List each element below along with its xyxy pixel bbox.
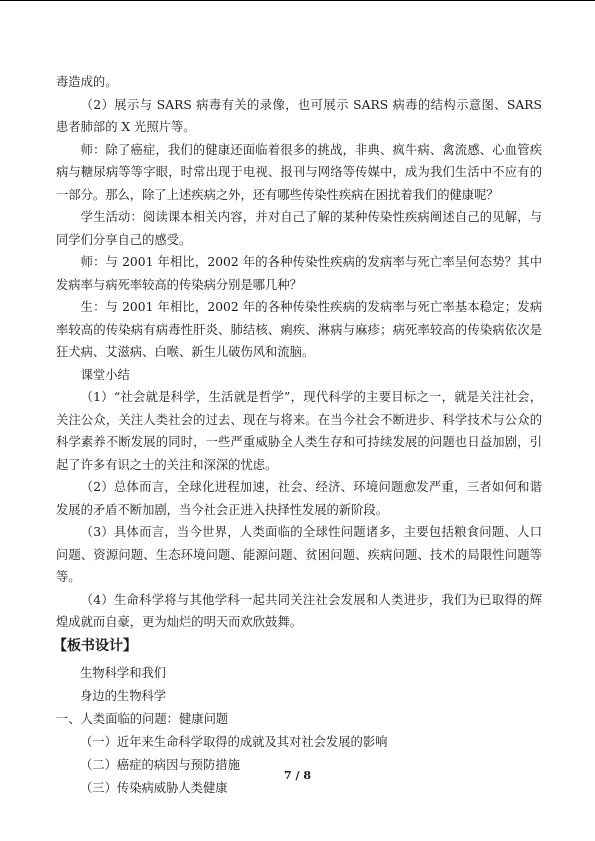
board-line-title: 生物科学和我们: [80, 665, 167, 680]
paragraph-student-activity: 学生活动：阅读课本相关内容，并对自己了解的某种传染性疾病阐述自己的见解，与同学们分享自己的感受。: [56, 210, 542, 247]
board-line-item-3: （三）传染病威胁人类健康: [80, 780, 228, 795]
board-line-item-1: （一）近年来生命科学取得的成就及其对社会发展的影响: [80, 734, 388, 749]
paragraph-student-answer: 生：与 2001 年相比，2002 年的各种传染性疾病的发病率与死亡率基本稳定；发病率较高的传染病有病毒性肝炎、肺结核、痢疾、淋病与麻疹；病死率较高的传染病依次是狂犬病、艾滋病、白喉、新生儿破伤风和流脑。: [56, 300, 542, 359]
paragraph-summary-4: （4）生命科学将与其他学科一起共同关注社会发展和人类进步，我们为已取得的辉煌成就而自豪，更为灿烂的明天而欢欣鼓舞。: [56, 592, 542, 629]
page-body: [53, 71, 542, 800]
board-line-section-1: 一、人类面临的问题：健康问题: [56, 711, 229, 726]
paragraph-sars-display: （2）展示与 SARS 病毒有关的录像，也可展示 SARS 病毒的结构示意图、SARS 患者肺部的 X 光照片等。: [56, 97, 542, 134]
paragraph-summary-1: （1）“社会就是科学，生活就是哲学”，现代科学的主要目标之一，就是关注社会，关注公众，关注人类社会的过去、现在与将来。在当今社会不断进步、科学技术与公众的科学素养不断发展的同时，一些严重威胁全人类生存和可持续发展的问题也日益加剧，引起了许多有识之士的关注和深深的忧虑。: [56, 390, 542, 472]
paragraph-summary-3: （3）具体而言，当今世界，人类面临的全球性问题诸多，主要包括粮食问题、人口问题、资源问题、生态环境问题、能源问题、贫困问题、疾病问题、技术的局限性问题等等。: [56, 525, 542, 584]
paragraph-continuation: 毒造成的。: [56, 75, 118, 89]
paragraph-teacher-challenges: 师：除了癌症，我们的健康还面临着很多的挑战，非典、疯牛病、禽流感、心血管疾病与糖尿病等等字眼，时常出现于电视、报刊与网络等传媒中，成为我们生活中不应有的一部分。那么，除了上述疾病之外，还有哪些传染性疾病在困扰着我们的健康呢？: [56, 142, 542, 202]
board-line-item-2: （二）癌症的病因与预防措施: [80, 757, 240, 772]
header-rule: [0, 0, 595, 1]
page-number: 7 / 8: [284, 769, 311, 782]
paragraph-teacher-question: 师：与 2001 年相比，2002 年的各种传染性疾病的发病率与死亡率呈何态势？其中发病率与病死率较高的传染病分别是哪几种？: [56, 255, 542, 292]
board-design-heading: 【板书设计】: [53, 637, 137, 654]
paragraph-summary-title: 课堂小结: [80, 367, 130, 382]
board-line-subtitle: 身边的生物科学: [80, 688, 167, 703]
paragraph-summary-2: （2）总体而言，全球化进程加速，社会、经济、环境问题愈发严重，三者如何和谐发展的矛盾不断加剧，当今社会正进入抉择性发展的新阶段。: [56, 480, 542, 517]
